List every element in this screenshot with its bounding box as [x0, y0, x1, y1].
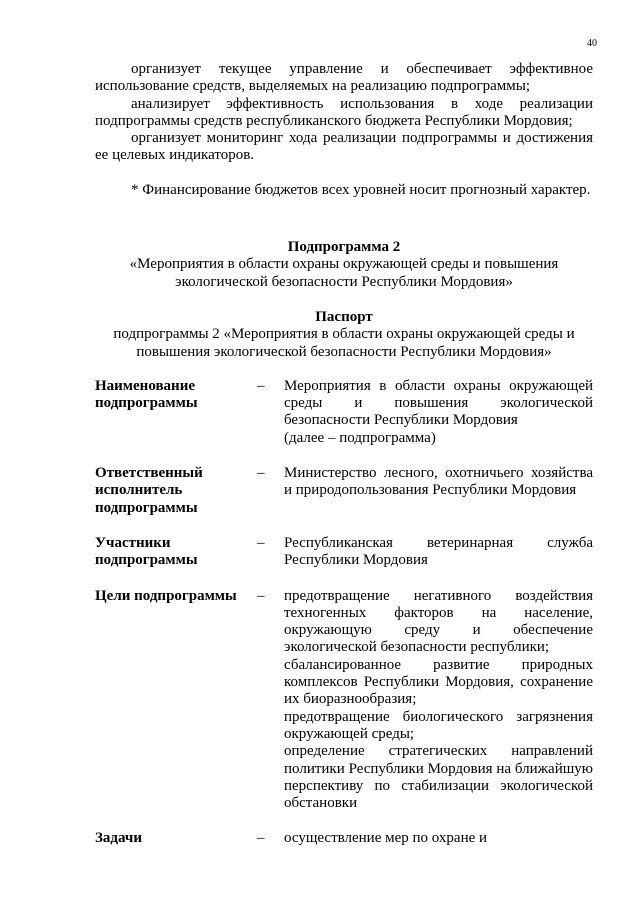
row-dash: –: [257, 587, 265, 604]
row-label: Наименование подпрограммы: [95, 377, 198, 412]
row-dash: –: [257, 377, 265, 394]
row-value-line: Министерство лесного, охотничьего хозяйства и природопользования Республики Мордовия: [284, 465, 593, 499]
subprogram-title: «Мероприятия в области охраны окружающей среды и повышения экологической безопасности Республики Мордовия»: [129, 256, 559, 290]
passport-header: [95, 309, 593, 361]
subprogram-header: [95, 239, 593, 291]
row-value: [284, 465, 593, 517]
row-value-line: предотвращение биологического загрязнения окружающей среды;: [284, 708, 593, 742]
row-value: [284, 378, 593, 447]
page-number: 40: [587, 38, 597, 49]
row-value-line: Республиканская ветеринарная служба Республики Мордовия: [284, 534, 593, 569]
passport-subtitle: подпрограммы 2 «Мероприятия в области охраны окружающей среды и повышения экологической безопасности Республики Мордовия»: [113, 326, 575, 360]
row-value-line: осуществление мер по охране и: [284, 830, 488, 847]
passport-heading: Паспорт: [315, 308, 373, 325]
row-dash: –: [257, 465, 265, 482]
passport-table: [95, 378, 593, 848]
row-value-line: предотвращение негативного воздействия техногенных факторов на население, окружающую среду и обеспечение экологической безопасности республики;: [284, 587, 593, 656]
intro-paragraph: анализирует эффективность использования в ходе реализации подпрограммы средств республиканского бюджета Республики Мордовия;: [95, 95, 593, 129]
passport-row-executor: [95, 465, 593, 517]
row-value-line: сбалансированное развитие природных комплексов Республики Мордовия, сохранение их биоразнообразия;: [284, 656, 593, 708]
row-dash: –: [257, 534, 265, 551]
subprogram-heading: Подпрограмма 2: [287, 239, 401, 256]
row-value: [284, 535, 593, 570]
row-value-line: Мероприятия в области охраны окружающей среды и повышения экологической безопасности Республики Мордовия: [284, 377, 593, 429]
row-dash: –: [257, 830, 265, 847]
passport-row-tasks: [95, 830, 593, 847]
passport-row-goals: [95, 588, 593, 813]
row-label: Ответственный исполнитель подпрограммы: [95, 465, 203, 516]
financing-note: * Финансирование бюджетов всех уровней носит прогнозный характер.: [131, 181, 591, 198]
row-label: Участники подпрограммы: [95, 534, 198, 569]
row-value: [284, 588, 593, 813]
row-label: Задачи: [95, 830, 143, 847]
intro-paragraph: организует текущее управление и обеспечивает эффективное использование средств, выделяемых на реализацию подпрограммы;: [95, 61, 593, 95]
row-value-line: определение стратегических направлений политики Республики Мордовия на ближайшую перспективу по стабилизации экологической обстановки: [284, 743, 593, 812]
intro-paragraph: организует мониторинг хода реализации подпрограммы и достижения ее целевых индикаторов.: [95, 130, 593, 164]
document-body: [95, 61, 593, 848]
passport-row-participants: [95, 535, 593, 570]
row-value-line: (далее – подпрограмма): [284, 429, 436, 446]
intro-section: [95, 61, 593, 199]
passport-row-name: [95, 378, 593, 447]
row-value: [284, 830, 593, 847]
row-label: Цели подпрограммы: [95, 587, 237, 604]
